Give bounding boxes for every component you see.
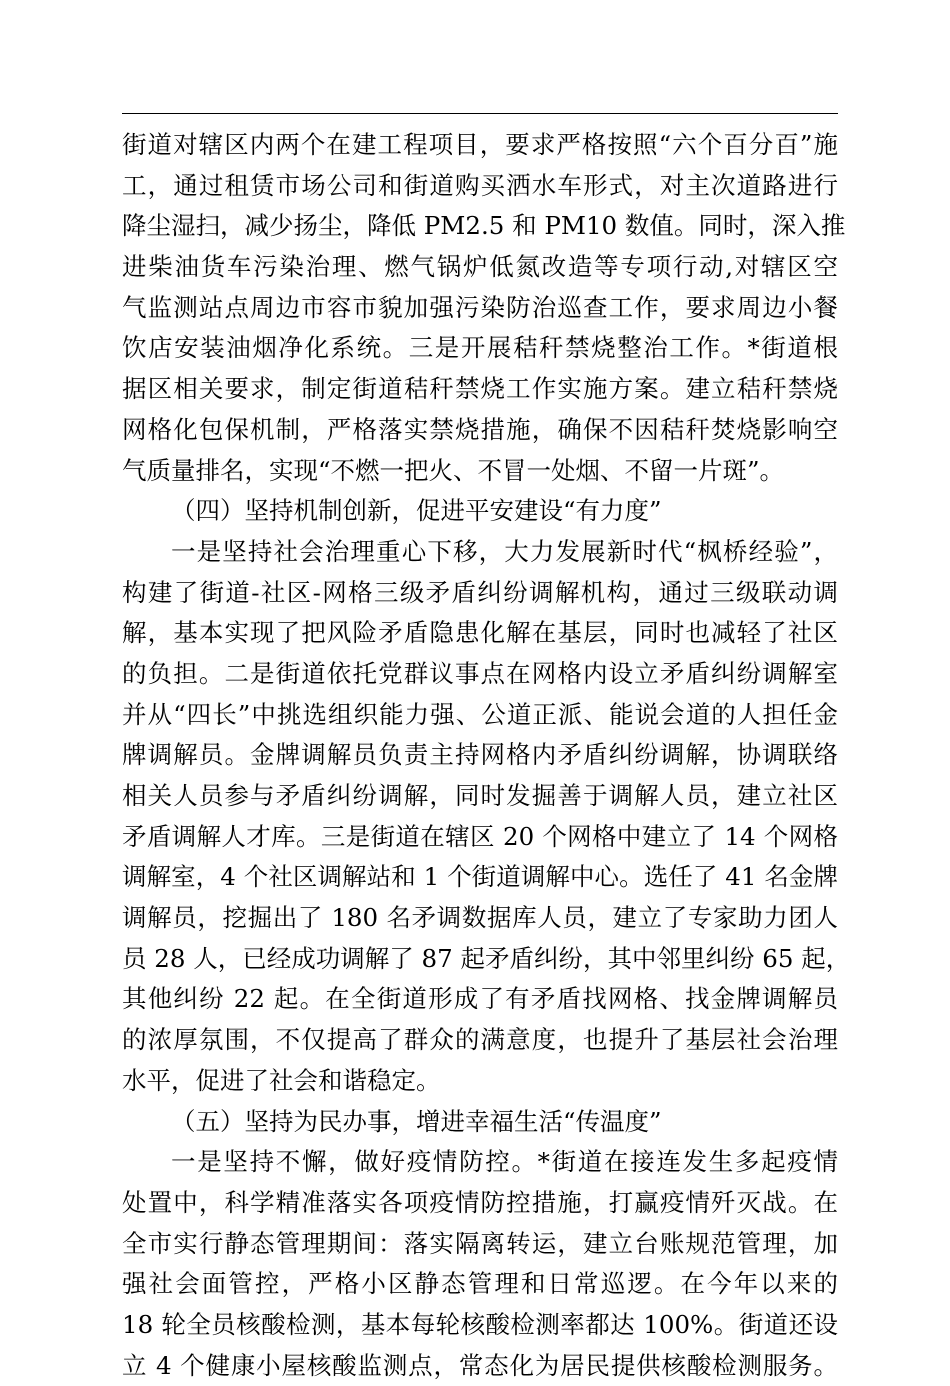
- text-line: 气监测站点周边市容市貌加强污染防治巡查工作，要求周边小餐: [122, 292, 838, 322]
- text-line: 强社会面管控，严格小区静态管理和日常巡逻。在今年以来的: [122, 1269, 838, 1299]
- text-line: 18 轮全员核酸检测，基本每轮核酸检测率都达 100%。街道还设: [122, 1309, 838, 1339]
- text-line: 进柴油货车污染治理、燃气锅炉低氮改造等专项行动,对辖区空: [122, 252, 838, 282]
- text-line: 全市实行静态管理期间：落实隔离转运，建立台账规范管理，加: [122, 1228, 838, 1258]
- text-line: 街道对辖区内两个在建工程项目，要求严格按照“六个百分百”施: [122, 130, 838, 159]
- text-line: 饮店安装油烟净化系统。三是开展秸秆禁烧整治工作。*街道根: [122, 333, 838, 363]
- header-rule: [122, 113, 838, 114]
- text-line: 水平，促进了社会和谐稳定。: [122, 1065, 441, 1095]
- text-line: 构建了街道-社区-网格三级矛盾纠纷调解机构，通过三级联动调: [122, 577, 838, 607]
- text-line: 处置中，科学精准落实各项疫情防控措施，打赢疫情歼灭战。在: [122, 1187, 838, 1217]
- text-line: 的浓厚氛围，不仅提高了群众的满意度，也提升了基层社会治理: [122, 1025, 838, 1055]
- document-body: [122, 125, 851, 1386]
- text-line: 立 4 个健康小屋核酸监测点，常态化为居民提供核酸检测服务。: [122, 1350, 838, 1380]
- text-line: 的负担。二是街道依托党群议事点在网格内设立矛盾纠纷调解室: [122, 658, 838, 688]
- text-line: 调解员，挖掘出了 180 名矛调数据库人员，建立了专家助力团人: [122, 903, 838, 933]
- text-line: 解，基本实现了把风险矛盾隐患化解在基层，同时也减轻了社区: [122, 618, 838, 648]
- text-line: 一是坚持社会治理重心下移，大力发展新时代“枫桥经验”，: [171, 536, 838, 566]
- text-line: 矛盾调解人才库。三是街道在辖区 20 个网格中建立了 14 个网格: [122, 821, 838, 851]
- text-line: 据区相关要求，制定街道秸秆禁烧工作实施方案。建立秸秆禁烧: [122, 374, 838, 404]
- text-line: 并从“四长”中挑选组织能力强、公道正派、能说会道的人担任金: [122, 699, 838, 729]
- text-line: 员 28 人，已经成功调解了 87 起矛盾纠纷，其中邻里纠纷 65 起，: [122, 943, 851, 973]
- text-line: 气质量排名，实现“不燃一把火、不冒一处烟、不留一片斑”。: [122, 455, 785, 485]
- text-line: 其他纠纷 22 起。在全街道形成了有矛盾找网格、找金牌调解员: [122, 984, 838, 1014]
- text-line: 相关人员参与矛盾纠纷调解，同时发掘善于调解人员，建立社区: [122, 781, 838, 810]
- text-line: 工，通过租赁市场公司和街道购买洒水车形式，对主次道路进行: [122, 170, 838, 200]
- text-line: 一是坚持不懈，做好疫情防控。*街道在接连发生多起疫情: [171, 1147, 838, 1177]
- text-line: 降尘湿扫，减少扬尘，降低 PM2.5 和 PM10 数值。同时，深入推: [122, 211, 846, 241]
- text-line: 调解室，4 个社区调解站和 1 个街道调解中心。选任了 41 名金牌: [122, 862, 838, 892]
- text-line: 牌调解员。金牌调解员负责主持网格内矛盾纠纷调解，协调联络: [122, 740, 838, 770]
- section-heading: （四）坚持机制创新，促进平安建设“有力度”: [171, 496, 662, 526]
- text-line: 网格化包保机制，严格落实禁烧措施，确保不因秸秆焚烧影响空: [122, 414, 838, 444]
- section-heading: （五）坚持为民办事，增进幸福生活“传温度”: [171, 1106, 662, 1136]
